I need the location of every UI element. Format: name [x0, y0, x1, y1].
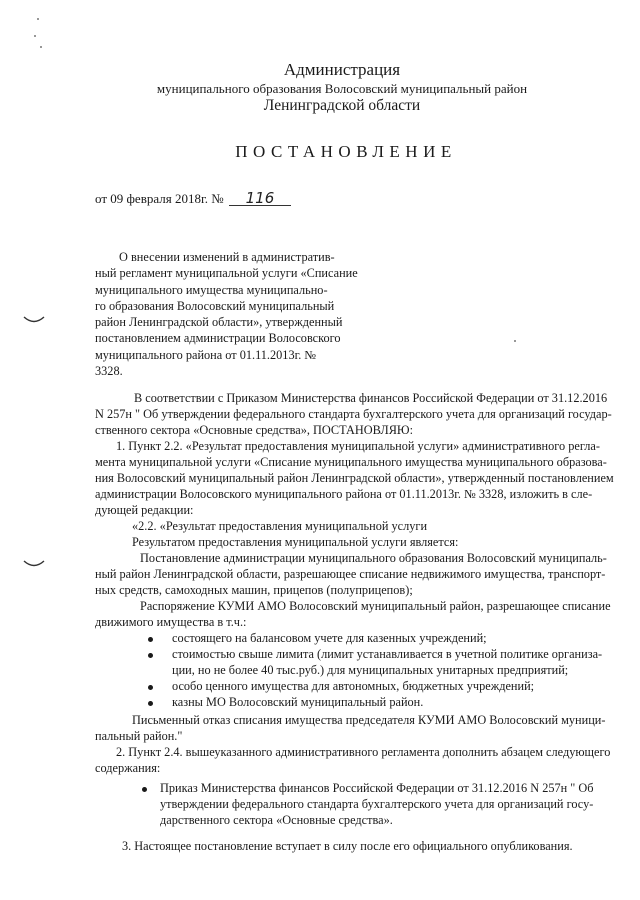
- list-item: особо ценного имущества для автономных, бюджетных учреждений;: [172, 679, 535, 693]
- body-line: содержания:: [95, 761, 161, 775]
- document-number: 116: [229, 191, 291, 206]
- punch-hole-mark: [22, 314, 46, 326]
- body-line: 3. Настоящее постановление вступает в силу после его официального опубликования.: [122, 839, 573, 853]
- body-line: Распоряжение КУМИ АМО Волосовский муниципальный район, разрешающее списание: [140, 599, 611, 613]
- punch-hole-mark: [22, 558, 46, 570]
- list-item: Приказ Министерства финансов Российской Федерации от 31.12.2016 N 257н " Об: [160, 781, 594, 795]
- org-subtitle: муниципального образования Волосовский муниципальный район: [156, 81, 528, 96]
- body-line: N 257н " Об утверждении федерального стандарта бухгалтерского учета для организаций государ-: [95, 407, 612, 421]
- body-line: Постановление администрации муниципального образования Волосовский муниципаль-: [140, 551, 607, 565]
- subject-line: 3328.: [95, 364, 123, 379]
- body-line: дующей редакции:: [95, 503, 194, 517]
- document-title: ПОСТАНОВЛЕНИЕ: [235, 142, 457, 161]
- org-title: Администрация: [283, 60, 401, 79]
- body-line: В соответствии с Приказом Министерства финансов Российской Федерации от 31.12.2016: [134, 391, 608, 405]
- body-line: Письменный отказ списания имущества председателя КУМИ АМО Волосовский муници-: [132, 713, 606, 727]
- bullet-icon: [148, 653, 153, 658]
- list-item: дарственного сектора «Основные средства».: [160, 813, 393, 827]
- body-line: ния Волосовский муниципальный район Ленинградской области», утвержденный постановлением: [95, 471, 614, 485]
- body-line: мента муниципальной услуги «Списание муниципального имущества муниципального образова-: [95, 455, 607, 469]
- date-line: [95, 191, 291, 207]
- date-prefix: от 09 февраля 2018г. №: [95, 191, 224, 206]
- subject-block: [95, 249, 357, 379]
- subject-line: ный регламент муниципальной услуги «Списание: [95, 266, 358, 281]
- scan-speck: [514, 340, 516, 342]
- subject-line: район Ленинградской области», утвержденный: [95, 315, 343, 330]
- scan-speck: [37, 18, 39, 20]
- subject-line: О внесении изменений в административ-: [119, 250, 335, 264]
- body-line: 2. Пункт 2.4. вышеуказанного административного регламента дополнить абзацем следующего: [116, 745, 611, 759]
- body-line: Результатом предоставления муниципальной услуги является:: [132, 535, 459, 549]
- body-line: движимого имущества в т.ч.:: [95, 615, 247, 629]
- body-line: «2.2. «Результат предоставления муниципальной услуги: [132, 519, 428, 533]
- org-region: Ленинградской области: [263, 97, 421, 114]
- bullet-icon: [148, 701, 153, 706]
- list-item: утверждении федерального стандарта бухгалтерского учета для организаций госу-: [160, 797, 594, 811]
- list-item: казны МО Волосовский муниципальный район.: [172, 695, 424, 709]
- scan-speck: [34, 35, 36, 37]
- subject-line: муниципального имущества муниципально-: [95, 282, 328, 297]
- subject-line: постановлением администрации Волосовского: [95, 331, 341, 346]
- bullet-icon: [142, 787, 147, 792]
- subject-line: муниципального района от 01.11.2013г. №: [95, 347, 317, 362]
- list-item: ции, но не более 40 тыс.руб.) для муниципальных унитарных предприятий;: [172, 663, 569, 677]
- body-line: пальный район.": [95, 729, 183, 743]
- bullet-icon: [148, 685, 153, 690]
- body-line: администрации Волосовского муниципального района от 01.11.2013г. № 3328, изложить в сле-: [95, 487, 593, 501]
- body-line: ный район Ленинградской области, разрешающее списание недвижимого имущества, транспорт-: [95, 567, 606, 581]
- body-line: ственного сектора «Основные средства», ПОСТАНОВЛЯЮ:: [95, 423, 413, 437]
- body-line: ных средств, самоходных машин, прицепов (полуприцепов);: [95, 583, 413, 597]
- scan-speck: [40, 46, 42, 48]
- body-line: 1. Пункт 2.2. «Результат предоставления муниципальной услуги» административного регла-: [116, 439, 600, 453]
- subject-line: го образования Волосовский муниципальный: [95, 298, 335, 313]
- bullet-icon: [148, 637, 153, 642]
- list-item: стоимостью свыше лимита (лимит устанавливается в учетной политике организа-: [172, 647, 603, 661]
- list-item: состоящего на балансовом учете для казенных учреждений;: [172, 631, 487, 645]
